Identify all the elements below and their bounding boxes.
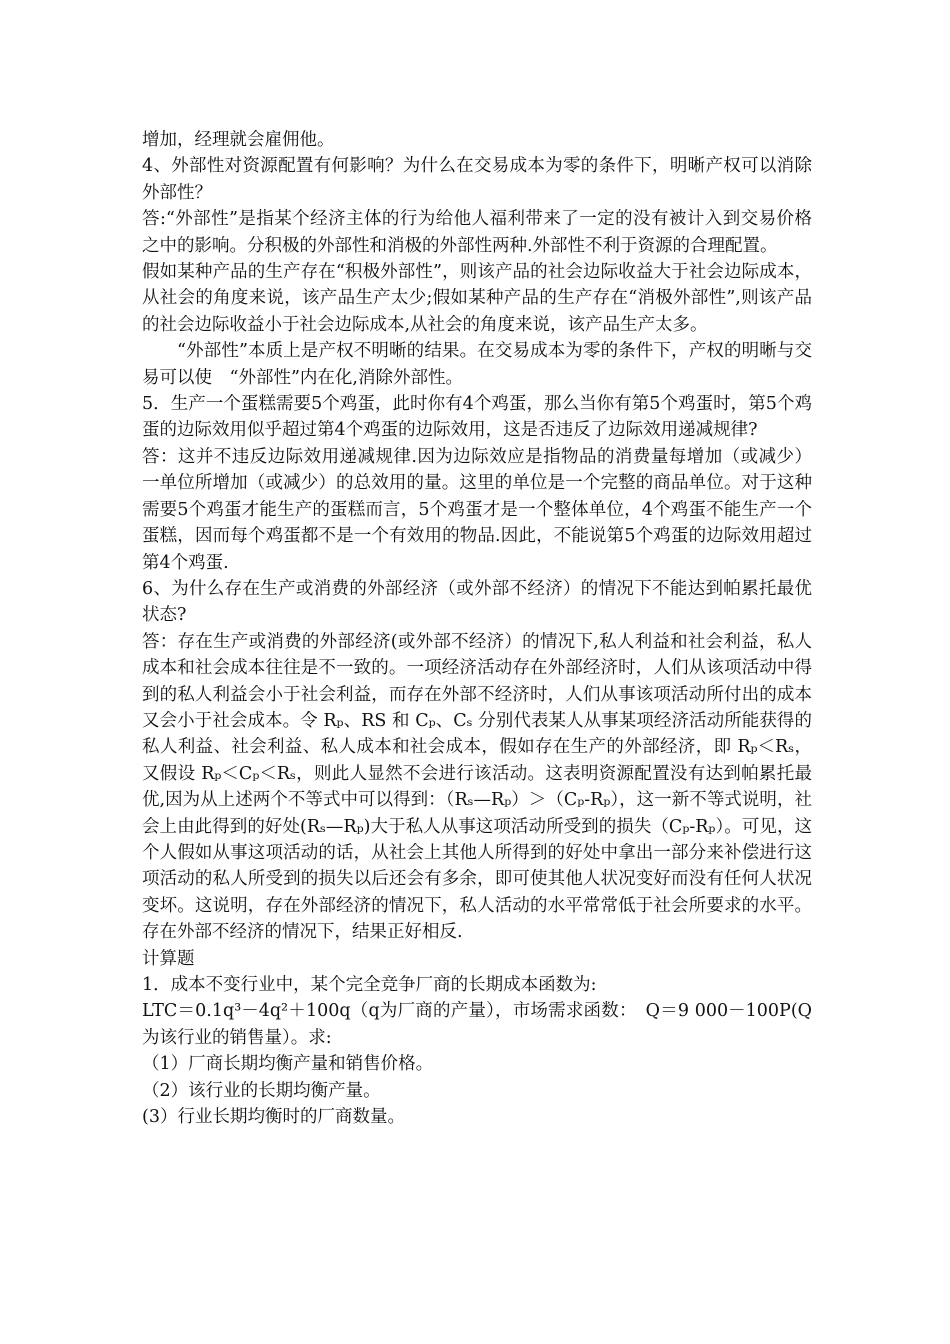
calc-1-equation: LTC＝0.1q³－4q²＋100q（q为厂商的产量），市场需求函数： Q＝9 000－100P(Q为该行业的销售量）。求: — [142, 1001, 812, 1048]
calc-1-subquestion-1: （1）厂商长期均衡产量和销售价格。 — [142, 1054, 434, 1075]
question-5-answer: 答：这并不违反边际效用递减规律.因为边际效应是指物品的消费量每增加（或减少）一单位所增加（或减少）的总效用的量。这里的单位是一个完整的商品单位。对于这种需要5个鸡蛋才能生产的蛋糕而言，5个鸡蛋才是一个整体单位，4个鸡蛋不能生产一个蛋糕，因而每个鸡蛋都不是一个有效用的物品.因此，不能说第5个鸡蛋的边际效用超过第4个鸡蛋. — [142, 446, 812, 573]
calculation-heading: 计算题 — [142, 948, 195, 969]
document-page — [142, 127, 812, 1130]
question-5-title: 5．生产一个蛋糕需要5个鸡蛋，此时你有4个鸡蛋，那么当你有第5个鸡蛋时，第5个鸡蛋的边际效用似乎超过第4个鸡蛋的边际效用，这是否违反了边际效用递减规律? — [142, 394, 812, 441]
question-4-answer-1: 答:“外部性”是指某个经济主体的行为给他人福利带来了一定的没有被计入到交易价格之中的影响。分积极的外部性和消极的外部性两种.外部性不利于资源的合理配置。 — [142, 209, 812, 256]
calc-1-title: 1．成本不变行业中，某个完全竞争厂商的长期成本函数为: — [142, 975, 597, 995]
calc-1-subquestion-2: （2）该行业的长期均衡产量。 — [142, 1080, 381, 1101]
text-line-employ: 增加，经理就会雇佣他。 — [142, 130, 335, 150]
question-6-title: 6、为什么存在生产或消费的外部经济（或外部不经济）的情况下不能达到帕累托最优状态? — [142, 578, 812, 626]
question-4-answer-2: 假如某种产品的生产存在“积极外部性”，则该产品的社会边际收益大于社会边际成本，从社会的角度来说，该产品生产太少;假如某种产品的生产存在“消极外部性”,则该产品的社会边际收益小于社会边际成本,从社会的角度来说，该产品生产太多。 — [142, 262, 812, 335]
question-4-answer-3: “外部性”本质上是产权不明晰的结果。在交易成本为零的条件下，产权的明晰与交易可以使 “外部性”内在化,消除外部性。 — [142, 341, 812, 388]
question-6-answer: 答：存在生产或消费的外部经济(或外部不经济）的情况下,私人利益和社会利益，私人成本和社会成本往往是不一致的。一项经济活动存在外部经济时，人们从该项活动中得到的私人利益会小于社会利益，而存在外部不经济时，人们从事该项活动所付出的成本又会小于社会成本。令 Rₚ、RS 和 Cₚ、Cₛ 分别代表某人从事某项经济活动所能获得的私人利益、社会利益、私人成本和社会成本，假如存在生产的外部经济，即 Rₚ＜Rₛ，又假设 Rₚ＜Cₚ＜Rₛ，则此人显然不会进行该活动。这表明资源配置没有达到帕累托最优,因为从上述两个不等式中可以得到：（Rₛ—Rₚ）＞（Cₚ-Rₚ），这一新不等式说明，社会上由此得到的好处(Rₛ—Rₚ)大于私人从事这项活动所受到的损失（Cₚ-Rₚ）。可见，这个人假如从事这项活动的话，从社会上其他人所得到的好处中拿出一部分来补偿进行这项活动的私人所受到的损失以后还会有多余，即可使其他人状况变好而没有任何人状况变坏。这说明，存在外部经济的情况下，私人活动的水平常常低于社会所要求的水平。存在外部不经济的情况下，结果正好相反. — [142, 631, 812, 943]
calc-1-subquestion-3: (3）行业长期均衡时的厂商数量。 — [142, 1107, 405, 1128]
question-4-title: 4、外部性对资源配置有何影响？为什么在交易成本为零的条件下，明晰产权可以消除外部性？ — [142, 156, 812, 203]
